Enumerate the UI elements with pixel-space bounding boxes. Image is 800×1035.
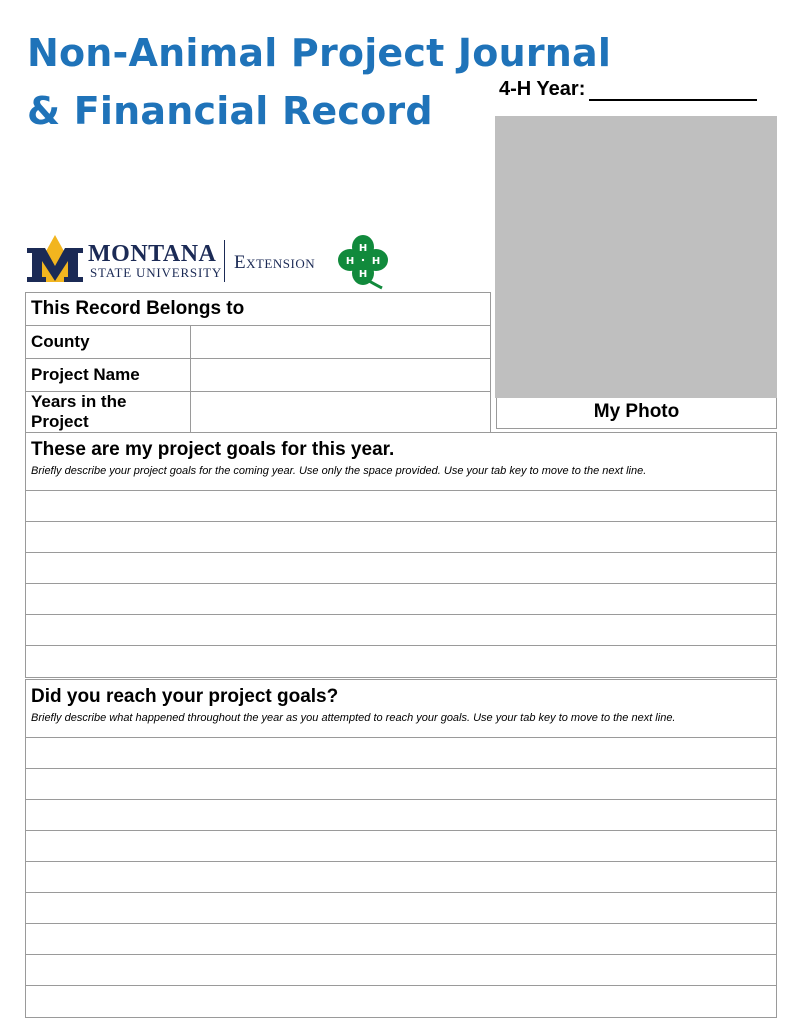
goals-line-2[interactable] bbox=[26, 522, 776, 553]
record-owner-table bbox=[25, 292, 491, 433]
goals-description: Briefly describe your project goals for the coming year. Use only the space provided. Use your tab key to move to the next line. bbox=[31, 465, 647, 477]
record-owner-heading: This Record Belongs to bbox=[26, 293, 491, 326]
title-line-2: & Financial Record bbox=[27, 89, 433, 133]
msu-name: MONTANA bbox=[88, 241, 217, 267]
results-section bbox=[25, 679, 777, 1018]
results-line-3[interactable] bbox=[26, 800, 776, 831]
years-in-project-field[interactable] bbox=[191, 392, 491, 433]
msu-subname: STATE UNIVERSITY bbox=[90, 265, 223, 280]
photo-placeholder[interactable] bbox=[495, 116, 777, 398]
results-line-2[interactable] bbox=[26, 769, 776, 800]
goals-header bbox=[26, 433, 776, 491]
goals-line-3[interactable] bbox=[26, 553, 776, 584]
results-description: Briefly describe what happened throughout the year as you attempted to reach your goals. Use your tab key to move to the next line. bbox=[31, 712, 676, 724]
4h-clover-icon bbox=[334, 234, 392, 290]
goals-line-6[interactable] bbox=[26, 646, 776, 677]
extension-label: Extension bbox=[234, 252, 316, 273]
project-name-label: Project Name bbox=[26, 359, 191, 392]
year-label: 4-H Year: bbox=[499, 78, 586, 100]
results-line-6[interactable] bbox=[26, 893, 776, 924]
years-in-project-label: Years in the Project bbox=[26, 392, 191, 433]
goals-lines bbox=[26, 491, 776, 677]
goals-line-4[interactable] bbox=[26, 584, 776, 615]
table-row bbox=[26, 326, 491, 359]
logo-divider bbox=[224, 240, 225, 282]
project-name-field[interactable] bbox=[191, 359, 491, 392]
year-input-line[interactable] bbox=[589, 79, 757, 101]
goals-title: These are my project goals for this year. bbox=[31, 439, 395, 460]
results-line-4[interactable] bbox=[26, 831, 776, 862]
county-field[interactable] bbox=[191, 326, 491, 359]
county-label: County bbox=[26, 326, 191, 359]
results-line-1[interactable] bbox=[26, 738, 776, 769]
table-row bbox=[26, 359, 491, 392]
year-field bbox=[499, 78, 757, 101]
clover-letter-top: H bbox=[358, 243, 368, 254]
goals-line-5[interactable] bbox=[26, 615, 776, 646]
results-line-5[interactable] bbox=[26, 862, 776, 893]
results-line-7[interactable] bbox=[26, 924, 776, 955]
logo-bar bbox=[25, 232, 395, 290]
goals-line-1[interactable] bbox=[26, 491, 776, 522]
goals-section bbox=[25, 432, 777, 678]
msu-m-logo-icon bbox=[25, 232, 85, 288]
results-lines bbox=[26, 738, 776, 1017]
title-line-1: Non-Animal Project Journal bbox=[27, 31, 612, 75]
results-line-9[interactable] bbox=[26, 986, 776, 1017]
clover-letter-bottom: H bbox=[358, 269, 368, 280]
results-header bbox=[26, 680, 776, 738]
clover-letter-right: H bbox=[371, 256, 381, 267]
results-line-8[interactable] bbox=[26, 955, 776, 986]
table-row bbox=[26, 392, 491, 433]
clover-letter-left: H bbox=[345, 256, 355, 267]
photo-caption: My Photo bbox=[496, 398, 777, 429]
results-title: Did you reach your project goals? bbox=[31, 686, 339, 707]
